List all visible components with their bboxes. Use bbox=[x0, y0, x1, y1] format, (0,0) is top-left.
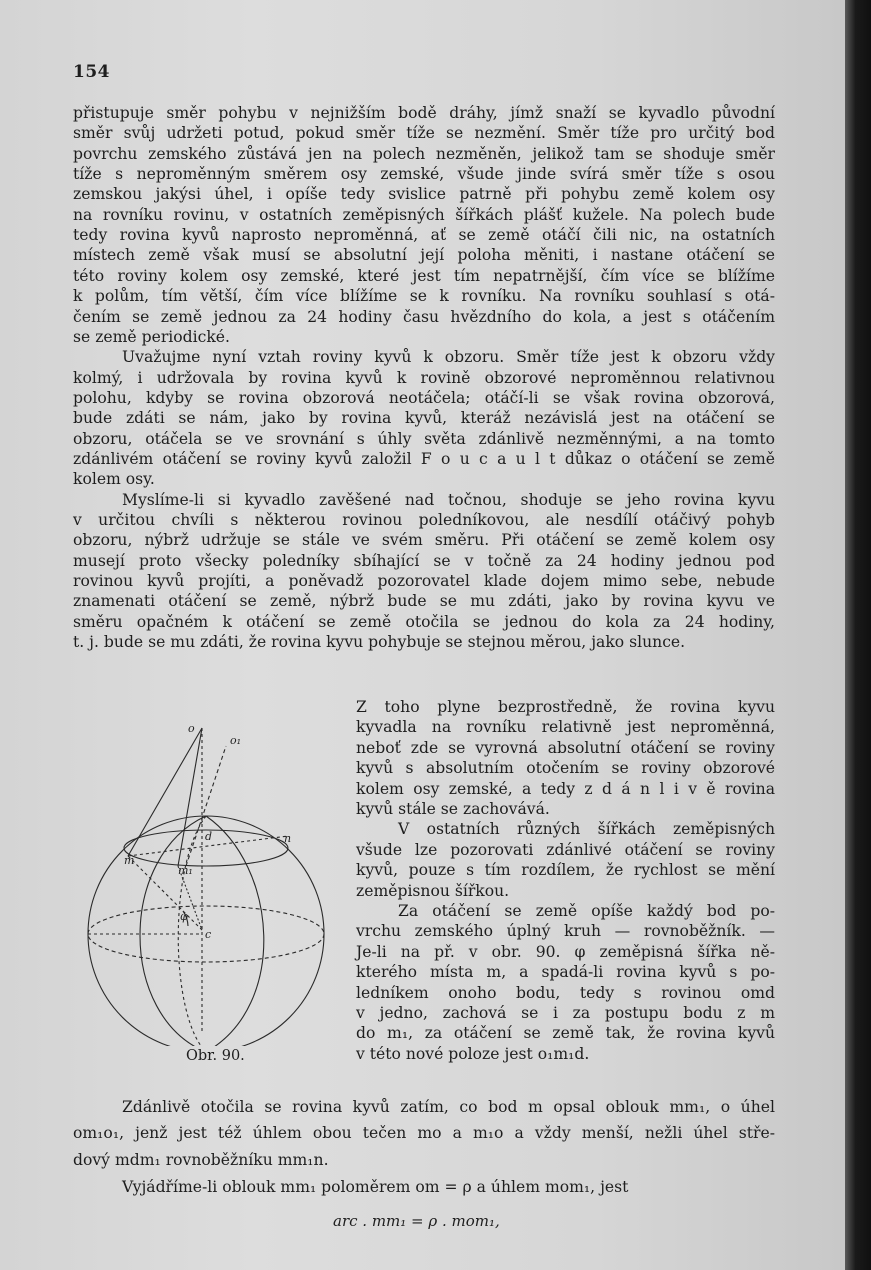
text-line: ledníkem onoho bodu, tedy s rovinou omd bbox=[356, 983, 775, 1002]
formula: arc . mm₁ = ρ . mom₁, bbox=[333, 1212, 500, 1230]
text-line: kolem osy. bbox=[73, 470, 155, 489]
text-line: se země periodické. bbox=[73, 327, 230, 346]
text-line: neboť zde se vyrovná absolutní otáčení se roviny bbox=[356, 738, 775, 757]
label-o1: o₁ bbox=[230, 734, 242, 747]
figure-90-globe bbox=[78, 716, 340, 1046]
text-line: obzoru, nýbrž udržuje se stále ve svém směru. Při otáčení se země kolem osy bbox=[73, 531, 775, 550]
text-line: všude lze pozorovati zdánlivé otáčení se roviny bbox=[356, 840, 775, 859]
text-line: místech země však musí se absolutní její poloha měniti, i nastane otáčení se bbox=[73, 246, 775, 265]
text-line: kyvů s absolutním otočením se roviny obzorové bbox=[356, 759, 775, 778]
label-m1: m₁ bbox=[178, 864, 193, 877]
label-m: m bbox=[124, 854, 135, 867]
meridian-1 bbox=[140, 816, 206, 1046]
text-line: přistupuje směr pohybu v nejnižším bodě dráhy, jímž snaží se kyvadlo původní bbox=[73, 104, 775, 122]
text-line: Uvažujme nyní vztah roviny kyvů k obzoru. Směr tíže jest k obzoru vždy bbox=[122, 348, 775, 367]
meridian-3 bbox=[206, 816, 264, 1046]
text-line: k polům, tím větší, čím více blížíme se k rovníku. Na rovníku souhlasí s otá- bbox=[73, 287, 775, 306]
text-line: V ostatních různých šířkách zeměpisných bbox=[398, 820, 775, 839]
text-line: kolem osy zemské, a tedy z d á n l i v ě rovina bbox=[356, 779, 775, 798]
text-line: čením se země jednou za 24 hodiny času hvězdního do kola, a jest s otáčením bbox=[73, 307, 775, 326]
text-line: vrchu zemského úplný kruh — rovnoběžník. — bbox=[356, 922, 775, 941]
text-line: dový mdm₁ rovnoběžníku mm₁n. bbox=[73, 1151, 329, 1169]
label-c: c bbox=[205, 928, 212, 941]
text-line: znamenati otáčení se země, nýbrž bude se mu zdáti, jako by rovina kyvu ve bbox=[73, 592, 775, 611]
text-line: Za otáčení se země opíše každý bod po- bbox=[398, 902, 775, 920]
label-n: n bbox=[284, 832, 292, 845]
text-line: obzoru, otáčela se ve srovnání s úhly světa zdánlivě nezměnnými, a na tomto bbox=[73, 429, 775, 448]
text-line: směr svůj udržeti potud, pokud směr tíže se nezmění. Směr tíže pro určitý bod bbox=[73, 124, 775, 143]
tangent-o1 bbox=[186, 746, 226, 866]
text-line: om₁o₁, jenž jest též úhlem obou tečen mo a m₁o a vždy menší, nežli úhel stře- bbox=[73, 1124, 775, 1142]
text-line: bude zdáti se nám, jako by rovina kyvů, kteráž nezávislá jest na otáčení se bbox=[73, 409, 775, 428]
text-line: polohu, kdyby se rovina obzorová neotáčela; otáčí-li se však rovina obzorová, bbox=[73, 388, 775, 407]
text-line: musejí proto všecky poledníky sbíhající se v točně za 24 hodiny jednou pod bbox=[73, 551, 775, 570]
text-line: zeměpisnou šířkou. bbox=[356, 881, 510, 900]
text-line: Zdánlivě otočila se rovina kyvů zatím, co bod m opsal oblouk mm₁, o úhel bbox=[122, 1098, 775, 1116]
label-d: d bbox=[205, 830, 213, 843]
text-line: zemskou jakýsi úhel, i opíše tedy svislice patrně při pohybu země kolem osy bbox=[73, 185, 775, 204]
text-line: v jedno, zachová se i za postupu bodu z m bbox=[356, 1004, 775, 1022]
text-line: v určitou chvíli s některou rovinou poledníkovou, ale nesdílí otáčivý pohyb bbox=[73, 511, 775, 529]
text-line: kyvadla na rovníku relativně jest neproměnná, bbox=[356, 718, 775, 737]
text-line: kyvů stále se zachovává. bbox=[356, 800, 550, 818]
text-line: kyvů, pouze s tím rozdílem, že rychlost se mění bbox=[356, 861, 775, 880]
text-line: kterého místa m, a spadá-li rovina kyvů s po- bbox=[356, 963, 775, 982]
text-line: tíže s neproměnným směrem osy zemské, všude jinde svírá směr tíže s osou bbox=[73, 165, 775, 184]
text-line: kolmý, i udržovala by rovina kyvů k rovině obzorové neproměnnou relativnou bbox=[73, 368, 775, 387]
text-line: t. j. bude se mu zdáti, že rovina kyvu pohybuje se stejnou měrou, jako slunce. bbox=[73, 633, 686, 652]
text-line: v této nové poloze jest o₁m₁d. bbox=[356, 1044, 590, 1063]
text-line: Z toho plyne bezprostředně, že rovina kyvu bbox=[356, 698, 775, 716]
text-line: Vyjádříme-li oblouk mm₁ poloměrem om = ρ a úhlem mom₁, jest bbox=[122, 1178, 629, 1196]
text-line: tedy rovina kyvů naprosto neproměnná, ať se země otáčí čili nic, na ostatních bbox=[73, 226, 775, 245]
book-spine bbox=[845, 0, 871, 1270]
text-line: této roviny kolem osy zemské, které jest tím nepatrnější, čím více se blížíme bbox=[73, 266, 775, 285]
text-line: na rovníku rovinu, v ostatních zeměpisných šířkách plášť kužele. Na polech bude bbox=[73, 205, 775, 224]
text-line: rovinou kyvů projíti, a poněvadž pozorovatel klade dojem mimo sebe, nebude bbox=[73, 572, 775, 591]
text-line: Myslíme-li si kyvadlo zavěšené nad točnou, shoduje se jeho rovina kyvu bbox=[122, 490, 775, 509]
figure-caption: Obr. 90. bbox=[186, 1048, 245, 1064]
text-line: Je-li na př. v obr. 90. φ zeměpisná šířka ně- bbox=[356, 942, 775, 961]
text-line: povrchu zemského zůstává jen na polech nezměněn, jelikož tam se shoduje směr bbox=[73, 144, 775, 163]
page-number: 154 bbox=[73, 62, 110, 82]
text-line: do m₁, za otáčení se země tak, že rovina kyvů bbox=[356, 1024, 775, 1043]
label-o: o bbox=[188, 722, 195, 735]
text-line: zdánlivém otáčení se roviny kyvů založil F o u c a u l t důkaz o otáčení se země bbox=[73, 449, 775, 468]
text-line: směru opačném k otáčení se země otočila se jednou do kola za 24 hodiny, bbox=[73, 612, 775, 631]
label-phi: φ bbox=[180, 910, 188, 923]
